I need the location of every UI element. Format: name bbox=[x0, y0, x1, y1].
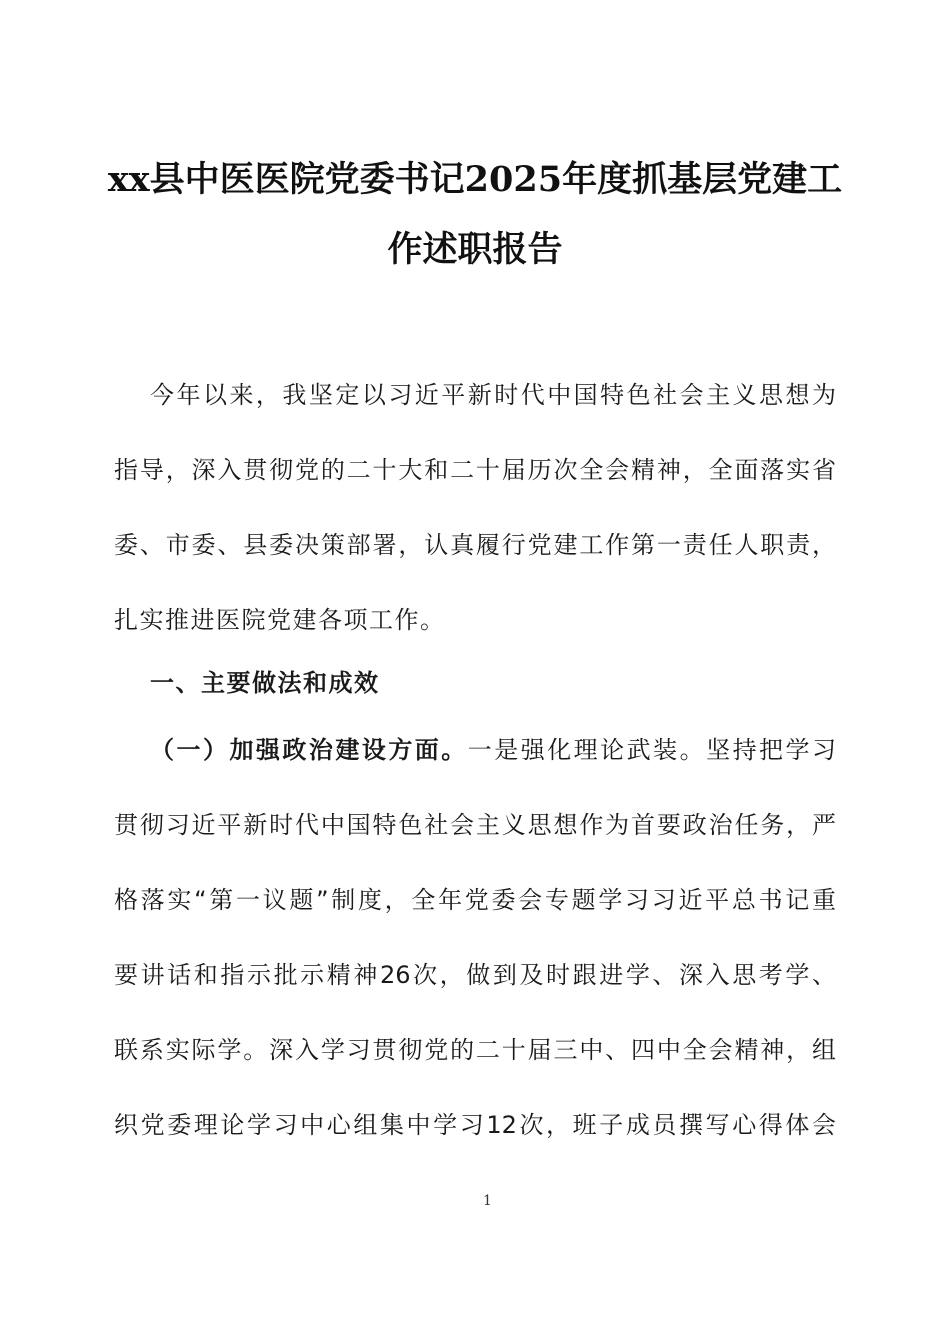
paragraph-line: 要讲话和指示批示精神26次，做到及时跟进学、深入思考学、 bbox=[114, 961, 836, 989]
paragraph-line: 扎实推进医院党建各项工作。 bbox=[114, 606, 446, 634]
paragraph-line: 贯彻习近平新时代中国特色社会主义思想作为首要政治任务，严 bbox=[114, 811, 836, 839]
paragraph-line: 格落实“第一议题”制度，全年党委会专题学习习近平总书记重 bbox=[114, 886, 836, 914]
paragraph-line: 指导，深入贯彻党的二十大和二十届历次全会精神，全面落实省 bbox=[114, 456, 836, 484]
section-heading: 一、主要做法和成效 bbox=[150, 669, 380, 697]
subsection-heading: （一）加强政治建设方面。 bbox=[150, 736, 468, 764]
subsection-first-line bbox=[150, 735, 836, 765]
document-title-line-1: xx县中医医院党委书记2025年度抓基层党建工 bbox=[107, 159, 843, 200]
document-title-line-2: 作述职报告 bbox=[387, 229, 563, 270]
subsection-first-line-text: 一是强化理论武装。坚持把学习 bbox=[467, 736, 836, 764]
paragraph-line: 今年以来，我坚定以习近平新时代中国特色社会主义思想为 bbox=[150, 381, 836, 409]
page-number: 1 bbox=[483, 1193, 492, 1209]
paragraph-line: 织党委理论学习中心组集中学习12次，班子成员撰写心得体会 bbox=[114, 1111, 836, 1139]
paragraph-line: 联系实际学。深入学习贯彻党的二十届三中、四中全会精神，组 bbox=[114, 1036, 836, 1064]
paragraph-line: 委、市委、县委决策部署，认真履行党建工作第一责任人职责， bbox=[114, 531, 836, 559]
